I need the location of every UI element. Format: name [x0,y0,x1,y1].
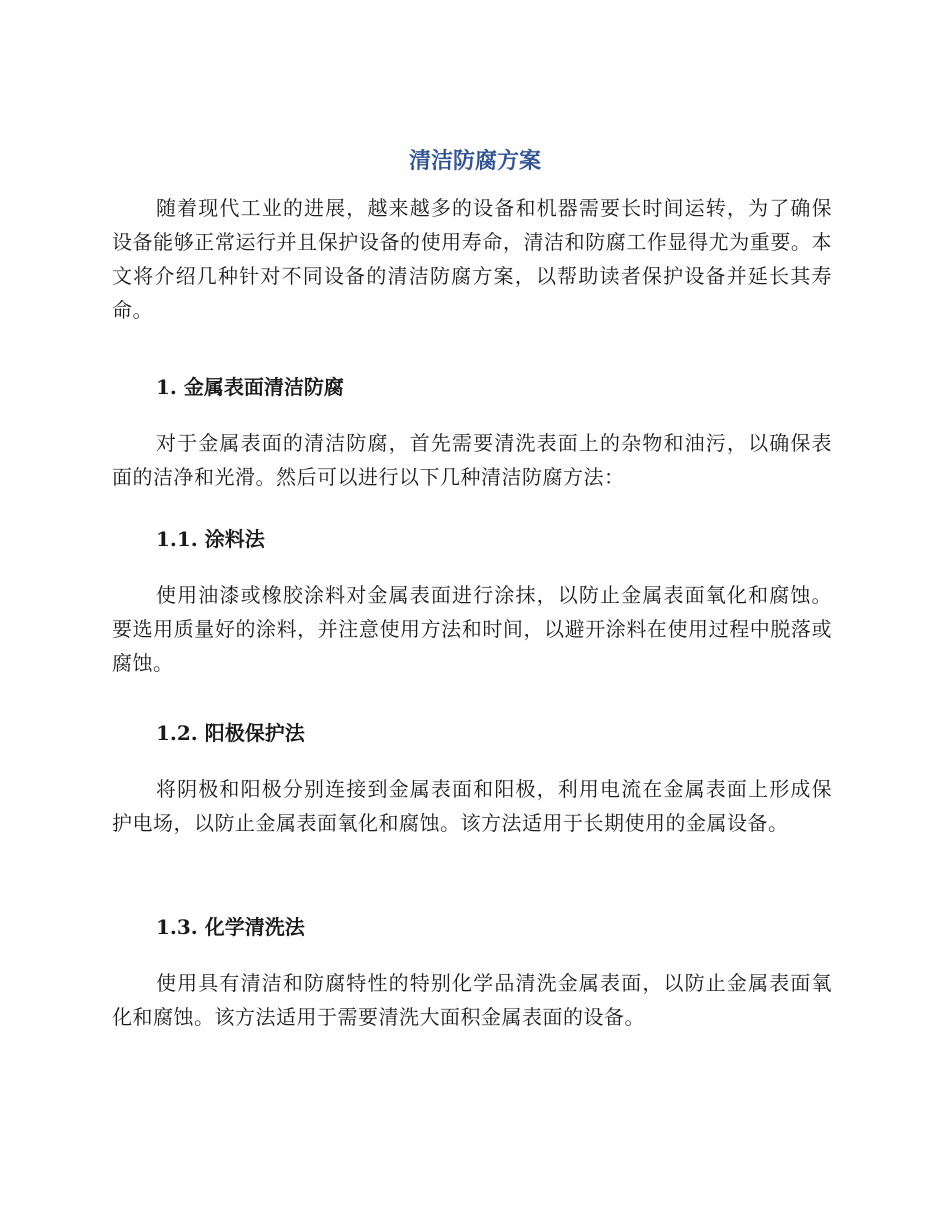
section-1-body: 对于金属表面的清洁防腐，首先需要清洗表面上的杂物和油污，以确保表面的洁净和光滑。然后可以进行以下几种清洁防腐方法： [112,431,832,489]
section-1-3-body: 使用具有清洁和防腐特性的特别化学品清洗金属表面，以防止金属表面氧化和腐蚀。该方法适用于需要清洗大面积金属表面的设备。 [112,971,832,1029]
section-1-1-body: 使用油漆或橡胶涂料对金属表面进行涂抹，以防止金属表面氧化和腐蚀。要选用质量好的涂料，并注意使用方法和时间，以避开涂料在使用过程中脱落或腐蚀。 [112,583,832,675]
section-1-2-heading: 1.2. 阳极保护法 [156,721,305,745]
section-1-heading: 1. 金属表面清洁防腐 [156,375,344,399]
section-1-2-body: 将阴极和阳极分别连接到金属表面和阳极，利用电流在金属表面上形成保护电场，以防止金属表面氧化和腐蚀。该方法适用于长期使用的金属设备。 [112,777,832,835]
section-1-3-heading: 1.3. 化学清洗法 [156,915,305,939]
document-title: 清洁防腐方案 [408,149,541,174]
intro-paragraph: 随着现代工业的进展，越来越多的设备和机器需要长时间运转，为了确保设备能够正常运行并且保护设备的使用寿命，清洁和防腐工作显得尤为重要。本文将介绍几种针对不同设备的清洁防腐方案，以帮助读者保护设备并延长其寿命。 [112,196,832,322]
section-1-1-heading: 1.1. 涂料法 [156,527,265,551]
